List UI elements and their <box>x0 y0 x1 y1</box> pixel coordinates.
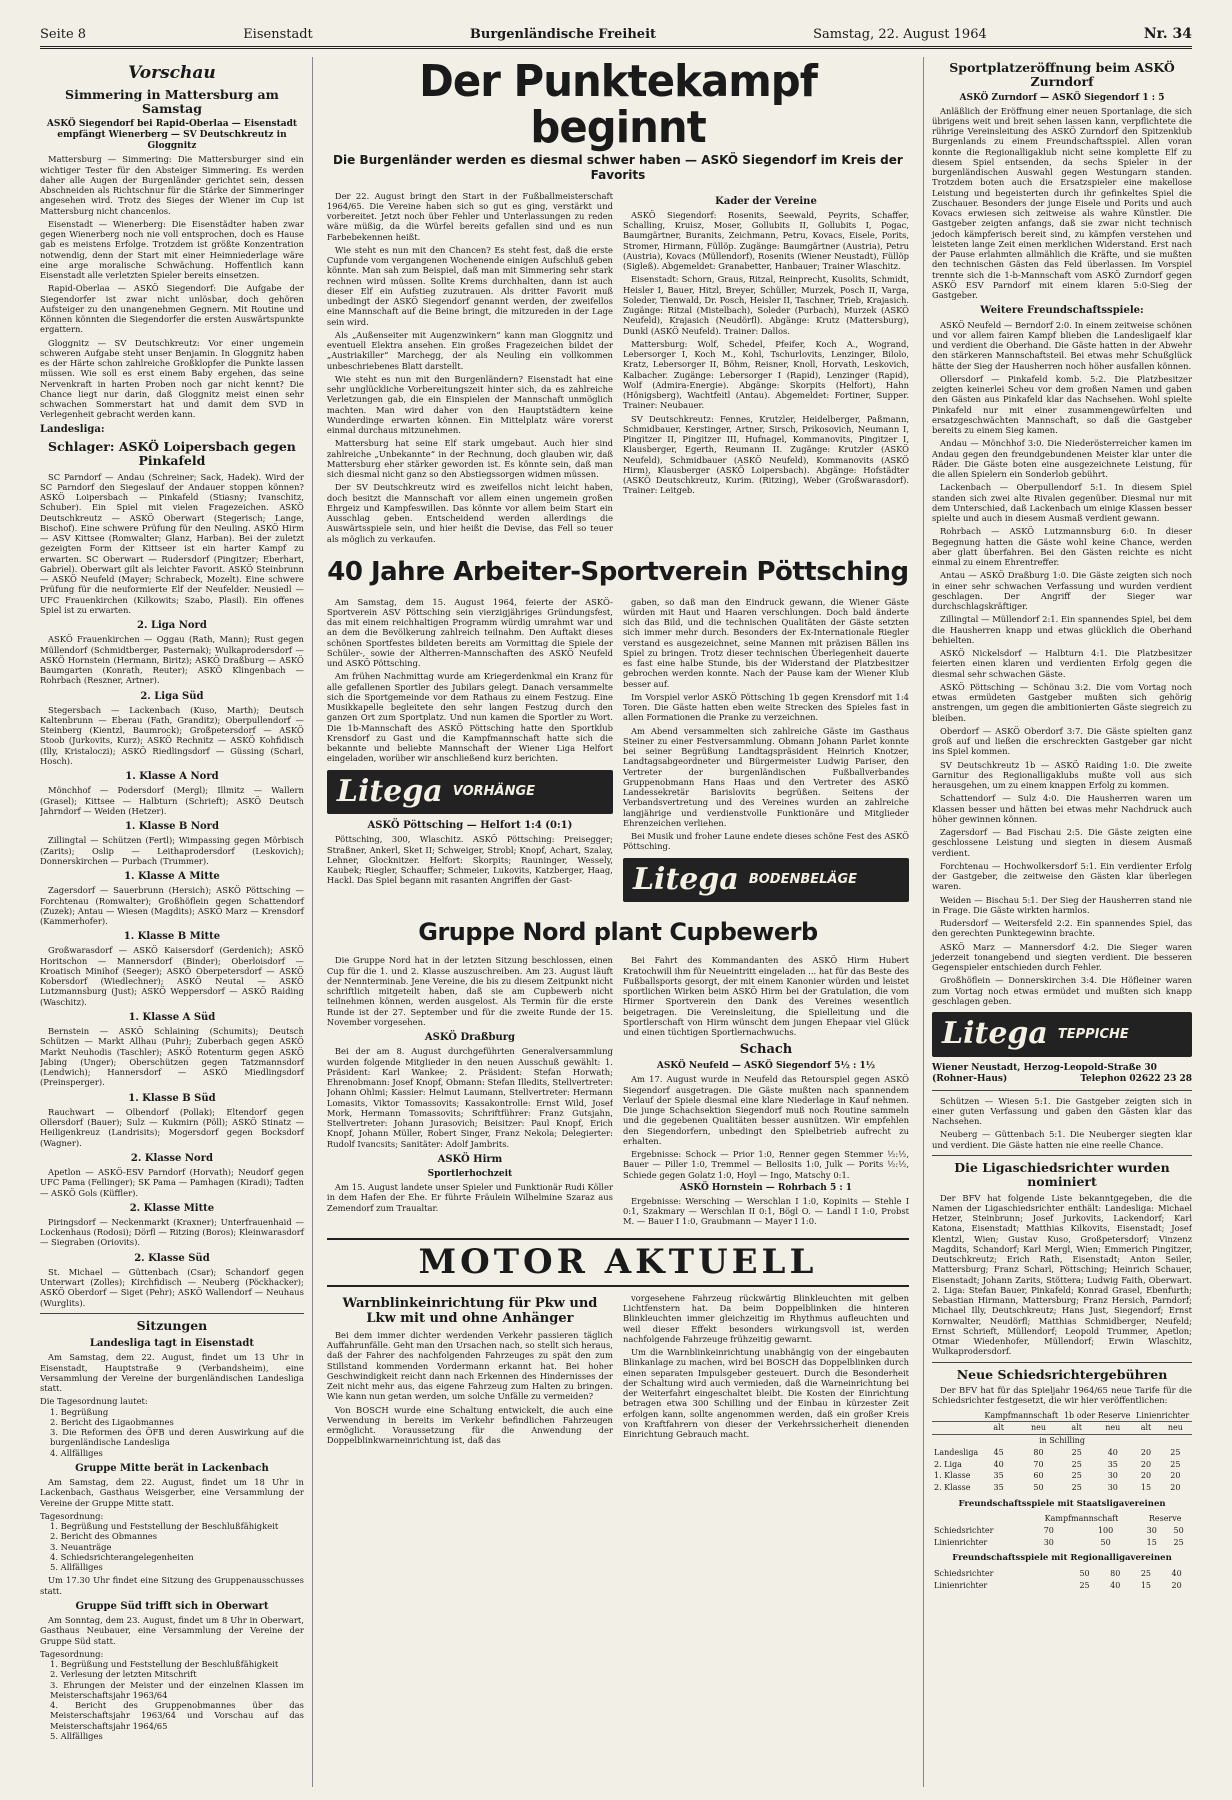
friendly-result: Weiden — Bischau 5:1. Der Sieg der Hausherren stand nie in Frage. Die Gäste wirkten harmlos. <box>932 894 1192 915</box>
issue-number: Nr. 34 <box>1143 26 1192 42</box>
agenda-list <box>40 1407 304 1458</box>
preview-paragraph: Mattersburg — Simmering: Die Mattersburger sind ein wichtiger Tester für den Absteiger Simmering. Es werden daher alle Augen der Burgenländer gerichtet sein, dessen Abschneiden als Richtschnur für die Stärke der Simmeringer angesehen wird. Trotz des Sieges der Wiener im Cup ist Mattersburg nicht chancenlos. <box>40 154 304 216</box>
article-paragraph: Der 22. August bringt den Start in der Fußballmeisterschaft 1964/65. Die Vereine haben sich so gut es ging, verstärkt und vorbereitet. Jetzt noch über Fehler und Unterlassungen zu reden wäre müßig, da die Würfel bereits gefallen sind und es nun Farbebekennen heißt. <box>326 190 613 242</box>
fee-cell: 15 <box>1140 1580 1152 1590</box>
friendlies-list-2 <box>932 1096 1192 1150</box>
friendly-result: Andau — Mönchhof 3:0. Die Niederösterreicher kamen im Andau gegen den freundgebundenen Meister klar unter die Räder. Die Gäste boten eine ausgezeichnete Leistung, für die allen Spielern ein Sonderlob gebührt. <box>932 438 1192 480</box>
friendly-result: Schattendorf — Sulz 4:0. Die Hausherren waren um Klassen besser und hätten bei etwas mehr Nachdruck auch höher gewinnen können. <box>932 793 1192 824</box>
masthead <box>40 26 1192 49</box>
fee-cell: 2. Liga <box>934 1459 962 1469</box>
middle-column <box>327 57 909 1787</box>
fee-row <box>932 1568 1192 1580</box>
friendly-result: Ollersdorf — Pinkafeld komb. 5:2. Die Platzbesitzer zeigten keinerlei Scheu vor dem großen Namen und gaben den Gästen aus Pinkafeld klar das Nachsehen. Wohl spielte Pinkafeld nur mit einer zusammengewürfelten und ersatzgeschwächten Mannschaft, so daß die Gastgeber bereits zu einem Sieg kamen. <box>932 373 1192 436</box>
drassburg-text: Bei der am 8. August durchgeführten Generalversammlung wurden folgende Mitglieder in den neuen Ausschuß gewählt: 1. Präsident: Karl Wankee; 2. Präsident: Stefan Horwath; Ehrenobmann: Josef Knopf, Obmann: Stefan Illedits, Stellvertreter: Johann Ohlmi; Kassier: Helmut Laumann, Stellvertreter: Hermann Lomasits, Viktor Tomassovits; Kassakontrolle: Ernst Wild, Josef Mork, Hermann Tomassovits; Schriftführer: Franz Gutsjahn, Stellvertreter: Johann Jurasovich; Beisitzer: Paul Knopf, Erich Knopf, Johann Müller, Robert Singer, Franz Nekola; Delegierter: Rudolf Ivancsits; Sanitäter: Adolf Jambrits. <box>326 1046 613 1149</box>
kader-box <box>623 191 909 547</box>
cup-article <box>327 955 909 1229</box>
meeting-intro: Am Samstag, dem 22. August, findet um 13 Uhr in Eisenstadt, Hauptstraße 9 (Verbandsheim), eine Versammlung der Vereine der burgenländischen Landesliga statt. <box>40 1352 304 1394</box>
friendly-result: Rohrbach — ASKÖ Lutzmannsburg 6:0. In dieser Begegnung hatten die Gäste wohl keine Chance, werden aber glatt überfahren. Bei den Gästen reichte es nicht einmal zu einem Ehrentreffer. <box>932 526 1192 568</box>
fee-header: Kampfmannschaft <box>981 1410 1061 1422</box>
fee-cell: 25 <box>1170 1459 1181 1469</box>
fee-cell: 50 <box>1173 1525 1184 1535</box>
page-number: Seite 8 <box>40 27 87 42</box>
poettsching-headline: 40 Jahre Arbeiter-Sportverein Pöttsching <box>327 556 909 587</box>
fee-cell: 25 <box>1071 1447 1082 1457</box>
fee-cell: 25 <box>1071 1483 1082 1493</box>
friendly-result: SV Deutschkreutz 1b — ASKÖ Raiding 1:0. Die zweite Garnitur des Regionalligaklubs mußte voll aus sich herausgehen, um zu einem knappen Erfolg zu kommen. <box>932 759 1192 791</box>
league-name: 1. Klasse A Nord <box>125 771 219 783</box>
motor-article <box>327 1293 909 1449</box>
agenda-item: 5. Allfälliges <box>50 1562 103 1573</box>
ad-product: BODENBELÄGE <box>748 871 858 887</box>
fee-cell: 50 <box>1100 1537 1111 1547</box>
meeting-intro: Am Samstag, dem 22. August, findet um 18 Uhr in Lackenbach, Gasthaus Weisgerber, eine Versammlung der Vereine der Gruppe Mitte statt. <box>40 1477 304 1508</box>
friendly-result: Rudersdorf — Weitersfeld 2:2. Ein spannendes Spiel, das den gerechten Punktegewinn brachte. <box>932 918 1192 939</box>
article-paragraph: Im Vorspiel verlor ASKÖ Pöttsching 1b gegen Krensdorf mit 1:4 Toren. Die Gäste hatten eben weite Strecken des Spieles fast in allen Formationen die Pranke zu verzeichnen. <box>622 691 909 723</box>
agenda-item: 5. Allfälliges <box>50 1730 103 1741</box>
preview-body <box>40 154 304 419</box>
fee-cell: 80 <box>1110 1568 1121 1578</box>
league-fixtures-text: Zillingtal — Schützen (Fertl); Wimpassing gegen Mörbisch (Zarits); Oslip — Leithaprodersdorf (Leskovich); Donnerskirchen — Purbach (Trummer). <box>40 835 304 866</box>
meetings-title: Sitzungen <box>136 1317 208 1333</box>
main-article <box>327 191 909 547</box>
poettsching-result: ASKÖ Pöttsching — Helfort 1:4 (0:1) <box>367 820 573 832</box>
fees-table <box>932 1410 1192 1494</box>
fee-cell: Schiedsrichter <box>934 1568 994 1578</box>
preview-paragraph: Rapid-Oberlaa — ASKÖ Siegendorf: Die Aufgabe der Siegendorfer ist zwar nicht unlösbar, doch gehören Aufsteiger zu den unangenehmen Gegnern. Mit Routine und Können könnten die Siegendorfer die ersten Auswärtspunkte ergattern. <box>40 283 304 335</box>
issue-date: Samstag, 22. August 1964 <box>813 27 987 42</box>
litega-ad-floors <box>623 858 909 903</box>
fee-cell: 20 <box>1140 1447 1152 1457</box>
fee-cell: Linienrichter <box>934 1537 988 1547</box>
fee-cell: 45 <box>993 1447 1004 1457</box>
agenda-label: Tagesordnung: <box>40 1648 104 1659</box>
fee-cell: 2. Klasse <box>934 1483 971 1493</box>
cup-text: Die Gruppe Nord hat in der letzten Sitzung beschlossen, einen Cup für die 1. und 2. Klasse auszuschreiben. Am 23. August läuft der Nennterminab. Jene Vereine, die bis zu diesem Zeitpunkt nicht schriftlich mitgeteilt haben, daß sie am Cupbewerb nicht teilnehmen können, werden ausgelost. Als Termin für die erste Runde ist der 27. September und für die zweite Runde der 15. November vorgesehen. <box>326 955 613 1027</box>
fee-cell: 40 <box>1110 1580 1121 1590</box>
fee-subheader: alt <box>981 1422 1016 1435</box>
agenda-item: 4. Allfälliges <box>50 1447 103 1458</box>
agenda-item: 4. Schiedsrichterangelegenheiten <box>50 1551 194 1562</box>
fee-cell: 20 <box>1171 1580 1182 1590</box>
chess-match-1: ASKÖ Neufeld — ASKÖ Siegendorf 5½ : 1½ <box>656 1061 876 1072</box>
agenda-item: 2. Bericht des Obmannes <box>50 1531 158 1542</box>
motor-headline: MOTOR AKTUELL <box>327 1238 909 1287</box>
fee-row <box>932 1580 1192 1592</box>
litega-logo: Litega <box>632 861 739 897</box>
fee-header: Reserve <box>1148 1514 1182 1524</box>
fee-cell: 20 <box>1170 1471 1181 1481</box>
friendly-result: ASKÖ Neufeld — Berndorf 2:0. In einem zeitweise schönen und vor allem fairen Kampf blieben die Landesligaelf klar und verdient die Oberhand. Die Gäste hatten in der Abwehr den stärkeren Mannschaftsteil. Bei etwas mehr Schußglück hätte der Sieg der Hausherren noch höher ausfallen können. <box>932 319 1192 371</box>
left-column <box>40 57 313 1787</box>
kader-list <box>623 210 909 496</box>
article-paragraph: Bei dem immer dichter werdenden Verkehr passieren täglich Auffahrunfälle. Geht man den Ursachen nach, so stellt sich heraus, daß der Fahrer des nachfolgenden Fahrzeuges zu spät den zum Stillstand kommenden Vordermann erkannt hat. Bei hoher Geschwindigkeit reicht dann nach Erkennen des Hindernisses der Zeit nicht mehr aus, das eigene Fahrzeug zum Halten zu bringen. Wie kann nun getan werden, um solche Unfälle zu vermeiden? <box>326 1329 613 1402</box>
fee-cell: 50 <box>1033 1483 1044 1493</box>
fee-header: 1b oder Reserve <box>1061 1410 1133 1422</box>
referees-title: Die Ligaschiedsrichter wurden nominiert <box>954 1159 1170 1190</box>
cup-headline: Gruppe Nord plant Cupbewerb <box>418 918 818 947</box>
motor-body-right <box>623 1293 909 1449</box>
chess-text-1: Am 17. August wurde in Neufeld das Retourspiel gegen ASKÖ Siegendorf ausgetragen. Die Gäste mußten nach spannendem Verlauf der Spiele diesmal eine klare Niederlage in Kauf nehmen. Die junge Schachsektion Siegendorf muß noch Routine sammeln und die gegebenen Qualitäten besser ausnützen. Wir empfehlen den Siegendorfern, unbedingt den Spielbetrieb aufrecht zu erhalten. <box>622 1074 909 1146</box>
fee-cell: 40 <box>1107 1447 1118 1457</box>
article-paragraph: gaben, so daß man den Eindruck gewann, die Wiener Gäste würden mit Haut und Haaren verschlungen. Doch bald änderte sich das Bild, und die technischen Qualitäten der Gäste setzten sich immer mehr durch. Besonders der Ex-Internationale Riegler verstand es ausgezeichnet, seine Mannen mit präzisen Bällen ins Spiel zu bringen. Trotz dieser technischen Überlegenheit dauerte es fast eine halbe Stunde, bis der Widerstand der Platzbesitzer gebrochen werden konnte. Nach der Pause kam der Wiener Klub besser auf. <box>622 596 909 689</box>
fee-cell: 25 <box>1170 1447 1181 1457</box>
hirm-title: ASKÖ Hirm <box>437 1153 503 1165</box>
kader-entry: Eisenstadt: Schorn, Graus, Ritzal, Reinprecht, Kusolits, Schmidt, Heisler I, Bauer, Hitzl, Breyer, Schüller, Murzek, Posch II, Varga, Soleder, Tienwald, Dr. Posch, Heisler II, Taschner, Trieb, Krajasich. Zugänge: Ritzal (Mistelbach), Soleder (Purbach), Murzek (ASKÖ Neufeld), Krajasich (Neudörfl). Abgänge: Krutz (Mattersburg), Dunkl (ASKÖ Neufeld). Trainer: Dallos. <box>622 274 909 336</box>
article-paragraph: Bei Musik und froher Laune endete dieses schöne Fest des ASKÖ Pöttsching. <box>622 831 909 852</box>
league-name: 1. Klasse B Süd <box>128 1092 216 1104</box>
preview-paragraph: Eisenstadt — Wienerberg: Die Eisenstädter haben zwar gegen Wienerberg noch nie voll entsprochen, doch es Hause gab es meistens Erfolge. Trotzdem ist größte Konzentration notwendig, denn der Start mit einer Heimniederlage wäre eine arge moralische Schwächung. Hoffentlich kann Eisenstadt alle verletzten Spieler bereits einsetzen. <box>40 218 304 281</box>
landesliga-label: Landesliga: <box>40 423 105 435</box>
friendly-result: ASKÖ Marz — Mannersdorf 4:2. Die Sieger waren jederzeit tonangebend und siegten verdient. Die besseren Gegenspieler entschieden durch Fehler. <box>932 941 1192 973</box>
kader-entry: SV Deutschkreutz: Fennes, Krutzler, Heidelberger, Paßmann, Schmidbauer, Kerstinger, Artner, Sirsch, Prikosovich, Neumann I, Pingitzer II, Pingitzer III, Hufnagel, Kommanovits, Pingitzer I, Klausberger, Egerth, Reumann II. Zugänge: Krutzler (ASKÖ Neufeld), Schmidbauer (ASKÖ Neufeld), Kommanovits (ASKÖ Hirm), Klausberger (ASKÖ Loipersbach). Abgänge: Hofstädter (ASKÖ Deutschkreutz, Kurim. (Ritzing), Weber (Großwarasdorf). Trainer: Leitgeb. <box>622 413 909 496</box>
fee-row <box>932 1525 1192 1537</box>
drassburg-title: ASKÖ Draßburg <box>424 1032 515 1044</box>
fee-cell: 25 <box>1071 1459 1082 1469</box>
agenda-label: Die Tagesordnung lautet: <box>40 1396 148 1407</box>
hirm-text: Am 15. August landete unser Spieler und Funktionär Rudi Köller in dem Hafen der Ehe. Er führte Fräulein Wilhelmine Szaraz aus Zemendorf zum Traualtar. <box>326 1182 613 1213</box>
fee-cell: 20 <box>1140 1459 1152 1469</box>
fee-cell: 100 <box>1097 1525 1114 1535</box>
motor-body-left <box>327 1330 613 1446</box>
fee-header <box>932 1410 981 1422</box>
league-name: 1. Klasse B Mitte <box>123 931 221 943</box>
fee-cell: Schiedsrichter <box>934 1525 994 1535</box>
meeting-intro: Am Sonntag, dem 23. August, findet um 8 Uhr in Oberwart, Gasthaus Neubauer, eine Versammlung der Vereine der Gruppe Süd statt. <box>40 1615 304 1646</box>
article-paragraph: Wie steht es nun mit den Burgenländern? Eisenstadt hat eine sehr unglückliche Vorbereitungszeit hinter sich, da es zahlreiche Verletzungen gab, die ein Einspielen der Mannschaft unmöglich machten. Man wird daher von den Hauptstädtern keine Wunderdinge erwarten können. Ein Mittelplatz wäre vorerst einmal durchaus mitzunehmen. <box>326 373 613 436</box>
friendly-result: ASKÖ Pöttsching — Schönau 3:2. Die vom Vortag noch etwas ermüdeten Gastgeber mußten sich gehörig anstrengen, um gegen die ambitionierten Gäste siegreich zu bleiben. <box>932 681 1192 723</box>
league-name: 2. Liga Süd <box>140 690 204 702</box>
fee-subheader: neu <box>1016 1422 1061 1435</box>
friendly-result: ASKÖ Nickelsdorf — Halbturn 4:1. Die Platzbesitzer feierten einen klaren und verdienten Erfolg gegen die diesmal sehr schwachen Gäste. <box>932 648 1192 679</box>
fee-header: Kampfmannschaft <box>1044 1514 1119 1524</box>
kader-title: Kader der Vereine <box>715 195 817 207</box>
preview-kicker: Vorschau <box>128 63 216 83</box>
agenda-item: 4. Bericht des Gruppenobmannes über das Meisterschaftsjahr 1963/64 und Vorschau auf das Meisterschaftsjahr 1964/65 <box>50 1700 304 1731</box>
article-paragraph: Von BOSCH wurde eine Schaltung entwickelt, die auch eine Verwendung in bereits im Verkehr befindlichen Fahrzeugen ermöglicht. Voraussetzung für die Anwendung der Doppelblinkwarneinrichtung ist, daß das <box>326 1404 613 1446</box>
fee-cell: 50 <box>1079 1568 1090 1578</box>
agenda-label: Tagesordnung: <box>40 1510 104 1521</box>
meetings-list <box>40 1338 304 1741</box>
league-fixtures-text: Mönchhof — Podersdorf (Mergl); Illmitz — Wallern (Grasel); Kittsee — Halbturn (Schrieft); ASKÖ Deutsch Jahrndorf — Weiden (Hetzer). <box>40 785 304 816</box>
preview-title: Simmering in Mattersburg am Samstag <box>65 86 279 117</box>
agenda-list <box>40 1521 304 1572</box>
league-name: 2. Liga Nord <box>137 620 207 632</box>
main-deck: Die Burgenländer werden es diesmal schwer haben — ASKÖ Siegendorf im Kreis der Favorits <box>333 153 903 182</box>
litega-ad-curtains <box>327 770 613 815</box>
sportplatz-title: Sportplatzeröffnung beim ASKÖ Zurndorf <box>949 60 1175 90</box>
fees-table-2-title: Freundschaftsspiele mit Staatsligavereinen <box>958 1498 1166 1509</box>
sportplatz-text: Anläßlich der Eröffnung einer neuen Sportanlage, die sich übrigens weit und breit sehen lassen kann, verpflichtete die rührige Vereinsleitung des ASKÖ Zurndorf den Spitzenklub Burgenlands zu einem Freundschaftsspiel. Allen voran konnte die Regionalligaklub nicht seine komplette Elf zu diesem Spiel entsenden, da sechs Spieler in der burgenländischen Auswahl gegen Westungarn standen. Trotzdem boten auch die Ersatzspieler eine makellose Leistung und begeisterten durch ihr gefinkeltes Spiel die Zuschauer. Besonders der junge Eisele und Porits und auch Kovacs erwiesen sich zeitweise als wahre Künstler. Die Gastgeber zeigten anfangs, daß sie zwar nicht technisch jedoch kämpferisch bereit sind, zu kämpfen verstehen und leisteten lange Zeit einen merklichen Widerstand. Erst nach der Pause erlahmten allmählich die Kräfte, und sie mußten den technischen Gästen das Feld überlassen. Im Vorspiel trennte sich die 1-b-Mannschaft vom ASKÖ Zurndorf gegen ASKÖ ESV Parndorf mit einem klaren 5:0-Sieg der Gastgeber. <box>932 105 1192 301</box>
friendly-result: Antau — ASKÖ Draßburg 1:0. Die Gäste zeigten sich noch in einer sehr schwachen Verfassung und wurden verdient geschlagen. Der Angriff der Sieger war durchschlagskräftiger. <box>932 570 1192 612</box>
agenda-item: 3. Die Reformen des ÖFB und deren Auswirkung auf die burgenländische Landesliga <box>50 1427 304 1448</box>
fee-subheader: neu <box>1159 1422 1192 1435</box>
fee-cell: 35 <box>1107 1459 1118 1469</box>
friendly-result: Großhöflein — Donnerskirchen 3:4. Die Höfleiner waren zum Vortag noch etwas ermüdet und mußten sich knapp geschlagen geben. <box>932 975 1192 1006</box>
league-fixtures-text: Großwarasdorf — ASKÖ Kaisersdorf (Gerdenich); ASKÖ Horitschon — Mannersdorf (Binder); Oberloisdorf — Kroatisch Minihof (Seeger); ASKÖ Oberpetersdorf — ASKÖ Kobersdorf (Wiedlechner); ASKÖ Neutal — ASKÖ Lutzmannsburg (Just); ASKÖ Weppersdorf — ASKÖ Raiding (Waschitz). <box>40 945 304 1007</box>
fee-row <box>932 1470 1192 1482</box>
agenda-item: 1. Begrüßung und Feststellung der Beschlußfähigkeit <box>50 1659 279 1670</box>
poettsching-article <box>327 597 909 909</box>
fee-cell: 35 <box>993 1483 1004 1493</box>
fee-cell: 30 <box>1107 1471 1118 1481</box>
fee-row <box>932 1459 1192 1471</box>
fee-cell: 60 <box>1033 1471 1044 1481</box>
fee-subheader: alt <box>1133 1422 1158 1435</box>
chess-results-1: Ergebnisse: Schock — Prior 1:0, Renner gegen Stemmer ½:½, Bauer — Piller 1:0, Tremmel — Bellosits 1:0, Julk — Porits ½:½, Schiede gegen Golatz 1:0, Hoyl — Ingo, Matschy 0:1. <box>622 1149 909 1180</box>
agenda-item: 1. Begrüßung und Feststellung der Beschlußfähigkeit <box>50 1521 279 1532</box>
referees-text: Der BFV hat folgende Liste bekanntgegeben, die die Namen der Ligaschiedsrichter enthält: Landesliga: Michael Hetzer, Steinbrunn; Josef Jurkovits, Lackendorf; Karl Katona, Eisenstadt; Matthias Kilkovits, Eisenstadt; Josef Klentzl, Wien; Gustav Kuso, Großpetersdorf; Vinzenz Magdits, Schandorf; Karl Mergl, Wien; Emmerich Pingitzer, Deutschkreutz; Erich Rath, Eisenstadt; Anton Seiler, Mattersburg; Franz Scharl, Pöttsching; Heinrich Schauer, Eisenstadt; Johann Zarits, Stöttera; Ludwig Faith, Oberwart. 2. Liga: Stefan Bauer, Pinkafeld; Konrad Grasel, Ebenfurth; Sebastian Hirmann, Mattersburg; Franz Hersich, Parndorf; Michael Illy, Deutschkreutz; Hans Just, Siegendorf; Ernst Kornwalter, Neudörfl; Matthias Schmidberger, Neufeld; Ernst Schrieft, Müllendorf; Leopold Trummer, Apetlon; Otmar Wiedenhofer, Müllendorf; Erwin Wlaschitz, Wulkaprodersdorf. <box>932 1192 1192 1357</box>
article-paragraph: Am Abend versammelten sich zahlreiche Gäste im Gasthaus Steiner zu einer Festversammlung. Obmann Johann Parlet konnte bei seiner Begrüßung Landtagspräsident Heinrich Knotzer, Landtagsabgeordneter und Bürgermeister Ludwig Pariser, den Vertreter der burgenländischen Fußballverbandes Gruppenobmann Hans Haas und den Vertreter des ASKÖ Landessekretär Barislovits begrüßen. Seitens der Verbandsvertretung und des Vereines wurden an zahlreiche langjährige und verdienstvolle Funktionäre und Mitglieder Ehrenzeichen verliehen. <box>622 725 909 828</box>
fee-cell: Landesliga <box>934 1447 979 1457</box>
fee-header-row <box>932 1513 1192 1525</box>
meeting-title: Landesliga tagt in Eisenstadt <box>89 1338 254 1350</box>
article-paragraph: Am Samstag, dem 15. August 1964, feierte der ASKÖ-Sportverein ASV Pöttsching sein vierzigjähriges Gründungsfest, das mit einem reichhaltigen Programm würdig umrahmt war und an dem die Bevölkerung zahlreich teilnahm. Den Auftakt dieses schönen Sportfestes bildeten bereits am Vormittag die Spiele der Schüler-, sowie der Altherren-Mannschaften des ASKÖ Neufeld und ASKÖ Pöttsching. <box>326 596 613 669</box>
meeting-title: Gruppe Süd trifft sich in Oberwart <box>75 1600 269 1612</box>
fee-cell: 80 <box>1033 1447 1044 1457</box>
league-fixtures <box>40 620 304 1308</box>
friendlies-list <box>932 320 1192 1007</box>
ad-contact: (Rohner-Haus) Telephon 02622 23 28 <box>932 1073 1192 1084</box>
league-fixtures-text: Bernstein — ASKÖ Schlaining (Schumits); Deutsch Schützen — Markt Allhau (Puhr); Zuberbach gegen ASKÖ Markt Neuhodis (Taschler); ASKÖ Rotenturm gegen ASKÖ Jabing (Unger); Oberschützen gegen Tatzmannsdorf (Lendwich); Hannersdorf — ASKÖ Miedlingsdorf (Preinsperger). <box>40 1026 304 1088</box>
friendly-result: Neuberg — Güttenbach 5:1. Die Neuberger siegten klar und verdient. Die Gäste hatten nie eine reelle Chance. <box>932 1129 1192 1150</box>
fee-cell: 30 <box>1146 1525 1157 1535</box>
fee-row <box>932 1447 1192 1459</box>
fee-cell: Linienrichter <box>934 1580 988 1590</box>
fee-row <box>932 1537 1192 1549</box>
article-paragraph: Der SV Deutschkreutz wird es zweifellos nicht leicht haben, doch besitzt die Mannschaft vor allem einen ungemein großen Ehrgeiz und Kampfeswillen. Das könnte vor allem beim Start ein Ausschlag geben. Entscheidend werden allerdings die Auswärtsspiele sein, und hier heißt die Devise, das Fell so teuer als möglich zu verkaufen. <box>326 482 613 544</box>
fee-cell: 15 <box>1140 1483 1152 1493</box>
article-paragraph: Um die Warnblinkeinrichtung unabhängig von der eingebauten Blinkanlage zu machen, wird bei BOSCH das Doppelblinken durch einen separaten Impulsgeber gesteuert. Durch die Besonderheit der Schaltung wird auch vermieden, daß die Warneinrichtung bei der Weiterfahrt eingeschaltet bleibt. Die Kosten der Einrichtung betragen etwa 300 Schilling und der Einbau in kürzester Zeit erfolgen kann, sollte angenommen werden, daß ein großer Kreis von Kraftfahrern von dieser der Verkehrssicherheit dienenden Einrichtung Gebrauch macht. <box>622 1347 909 1440</box>
friendly-result: Forchtenau — Hochwolkersdorf 5:1. Ein verdienter Erfolg der Gastgeber, die zeitweise den Gästen klar überlegen waren. <box>932 860 1192 892</box>
agenda-item: 3. Neuanträge <box>50 1541 112 1552</box>
fee-cell: 20 <box>1170 1483 1181 1493</box>
fee-unit-row <box>932 1435 1192 1447</box>
fee-cell: 20 <box>1140 1471 1152 1481</box>
friendly-result: Oberdorf — ASKÖ Oberdorf 3:7. Die Gäste spielten ganz groß auf und ließen die erschreckten Gastgeber gar nicht ins Spiel kommen. <box>932 725 1192 757</box>
litega-logo: Litega <box>336 773 443 809</box>
league-fixtures-text: Stegersbach — Lackenbach (Kuso, Marth); Deutsch Kaltenbrunn — Eberau (Fath, Granditz); Oberpullendorf — Steinberg (Kientzl, Baumrock); Großpetersdorf — ASKÖ Stoob (Jurkovits, Kurz); ASKÖ Rechnitz — ASKÖ Kohfidisch (Illy, Kristaloczi); ASKÖ Riedlingsdorf — Güssing (Scharl, Hosch). <box>40 704 304 766</box>
poettsching-body-right <box>623 597 909 852</box>
fee-cell: 30 <box>1043 1537 1054 1547</box>
fees-text: Der BFV hat für das Spieljahr 1964/65 neue Tarife für die Schiedsrichter festgesetzt, die wir hier veröffentlichen: <box>932 1385 1192 1406</box>
league-fixtures-text: ASKÖ Frauenkirchen — Oggau (Rath, Mann); Rust gegen Müllendorf (Schmidtberger, Pasternak); Wulkaprodersdorf — ASKÖ Hornstein (Hermann, Biritz); ASKÖ Draßburg — ASKÖ Baumgarten (Konrath, Reuter); ASKÖ Klingenbach — Rohrbach (Reszner, Artner). <box>40 634 304 686</box>
agenda-item: 3. Ehrungen der Meister und der einzelnen Klassen im Meisterschaftsjahr 1963/64 <box>50 1679 304 1700</box>
league-fixtures-text: Apetlon — ASKÖ-ESV Parndorf (Horvath); Neudorf gegen UFC Pama (Fellinger); SK Pama — Pamhagen (Kiradi); Tadten — ASKÖ Gols (Küffler). <box>40 1167 304 1198</box>
league-fixtures-text: Zagersdorf — Sauerbrunn (Hersich); ASKÖ Pöttsching — Forchtenau (Romwalter); Großhöflein gegen Schattendorf (Zuzek); Antau — Wiesen (Magdits); ASKÖ Marz — Krensdorf (Kammerhofer). <box>40 885 304 927</box>
poettsching-result-text: Pöttsching, 300, Wlaschitz. ASKÖ Pöttsching: Preisegger; Straßner, Ankerl, Sket II; Schweiger, Strobl; Knopf, Achart, Szalay, Lehner, Glocknitzer. Helfort: Skorpits; Rauninger, Wessely, Kaubek; Riegler, Schauffer; Schmeier, Lukovits, Katzberger, Haag, Hackl. Das Spiel begann mit rasanten Angriffen der Gast- <box>326 834 613 886</box>
fees-table-2 <box>932 1513 1192 1548</box>
league-fixtures-text: St. Michael — Güttenbach (Csar); Schandorf gegen Unterwart (Zolles); Kirchfidisch — Neuberg (Pöckhacker); ASKÖ Oberdorf — Siget (Pehr); ASKÖ Wallendorf — Neuhaus (Wurglits). <box>40 1266 304 1308</box>
fee-unit: in Schilling <box>1039 1436 1085 1446</box>
agenda-item: 2. Verlesung der letzten Mitschrift <box>50 1669 197 1680</box>
schlager-text: SC Parndorf — Andau (Schreiner; Sack, Hadek). Wird der SC Parndorf den Siegeslauf der Andauer stoppen können? ASKÖ Loipersbach — Pinkafeld (Stiasny; Ivanschitz, Schuber). Ein Spiel mit vielen Fragezeichen. ASKÖ Deutschkreutz — ASKÖ Oberwart (Stegerisch; Lange, Bischof). Eine schwere Prüfung für den Neuling. ASKÖ Hirm — ASV Kittsee (Romwalter; Glanz, Harban). Bei der zuletzt gezeigten Form der Kittseer ist ein harter Kampf zu erwarten. SC Oberwart — Rudersdorf (Pingitzer; Eberhart, Gabriel). Oberwart gilt als leichter Favorit. ASKÖ Steinbrunn — ASKÖ Neufeld (Mayer; Schrabeck, Mozelt). Eine schwere Prüfung für die neuformierte Elf der Neufelder. Neusiedl — UFC Frauenkirchen (Kilkowits; Szabo, Plasil). Ein offenes Spiel ist zu erwarten. <box>40 471 304 615</box>
league-name: 2. Klasse Nord <box>130 1152 213 1164</box>
ad-product: VORHÄNGE <box>452 783 536 799</box>
section-name: Eisenstadt <box>243 27 313 42</box>
league-fixtures-text: Piringsdorf — Neckenmarkt (Kraxner); Unterfrauenhaid — Lockenhaus (Rodosi); Dörfl — Ritzing (Boros); Kleinwarasdorf — Siegraben (Oriovits). <box>40 1216 304 1248</box>
main-headline: Der Punktekampf beginnt <box>418 57 817 154</box>
league-name: 2. Klasse Süd <box>134 1252 210 1264</box>
paper-name: Burgenländische Freiheit <box>469 27 657 42</box>
right-column <box>923 57 1192 1787</box>
fee-subheader <box>932 1422 981 1435</box>
hirm-subtitle: Sportlerhochzeit <box>427 1169 513 1180</box>
kader-entry: ASKÖ Siegendorf: Rosenits, Seewald, Peyrits, Schaffer, Schalling, Kruisz, Moser, Gollubits II, Gollubits I, Pogac, Baumgärtner, Buranits, Zeichmann, Petru, Kovacs, Eisele, Porits, Stromer, Hirmann, Füllöp. Zugänge: Baumgärtner (Austria), Petru (Austria), Kovacs (Müllendorf), Rosenits (Wiener Neustadt), Füllöp (Sigleß). Abgemeldet: Granabetter, Hanbauer; Trainer Wlaschitz. <box>622 209 909 272</box>
friendly-result: Zillingtal — Müllendorf 2:1. Ein spannendes Spiel, bei dem die Hausherren knapp und etwas glücklich die Oberhand behielten. <box>932 614 1192 645</box>
fee-cell: 40 <box>1171 1568 1182 1578</box>
fees-table-3 <box>932 1568 1192 1592</box>
friendly-result: Zagersdorf — Bad Fischau 2:5. Die Gäste zeigten eine geschlossene Leistung und siegten in diesem Ausmaß verdient. <box>932 827 1192 858</box>
article-paragraph: Als „Außenseiter mit Augenzwinkern“ kann man Gloggnitz und eventuell Elektra ansehen. Ein großes Fragezeichen bildet der „Austriakiller“ Marchegg, der als Neuling ein vollkommen unbeschriebenes Blatt darstellt. <box>326 329 613 371</box>
fee-subheader: neu <box>1092 1422 1133 1435</box>
article-paragraph: Wie steht es nun mit den Chancen? Es steht fest, daß die erste Cupfunde vom vergangenen Wochenende einigen Aufschluß geben könnte. Man sah zum Beispiel, daß man mit Simmering sehr stark rechnen wird müssen. Sollte Krems durchhalten, dann ist auch dieser Elf ein Aufstieg zuzutrauen. Als dritter Favorit muß unbedingt der ASKÖ Siegendorf genannt werden, der zweifellos eine Mannschaft auf die Beine bringt, die mitzureden in der Lage sein wird. <box>326 244 613 327</box>
article-paragraph: Am frühen Nachmittag wurde am Kriegerdenkmal ein Kranz für alle gefallenen Sportler des Jubilars gelegt. Danach versammelte sich die Sportgemeinde vor dem Rathaus zu einem Festzug. Eine Musikkapelle begleitete den sehr langen Festzug durch den ganzen Ort zum Sportplatz. Und nun kamen die Sportler zu Wort. Die 1b-Mannschaft des ASKÖ Pöttsching hatte den Sportklub Krensdorf zu Gast und die Kampfmannschaft hatte sich die bekannte und beliebte Mannschaft der Wiener Liga Helfort eingeladen, worüber wir anschließend kurz berichten. <box>326 671 613 764</box>
ad-address: Wiener Neustadt, Herzog-Leopold-Straße 30 <box>932 1062 1157 1073</box>
league-name: 1. Klasse A Süd <box>128 1011 216 1023</box>
schlager-title: Schlager: ASKÖ Loipersbach gegen Pinkafeld <box>48 438 296 469</box>
agenda-list <box>40 1659 304 1741</box>
friendly-result: Lackenbach — Oberpullendorf 5:1. In diesem Spiel standen sich zwei alte Rivalen gegenüber. Diesmal nur mit dem Unterschied, daß Lackenbach um einige Klassen besser spielte und auch in diesem Ausmaß verdient gewann. <box>932 482 1192 524</box>
meeting-note: Um 17.30 Uhr findet eine Sitzung des Gruppenausschusses statt. <box>40 1575 304 1596</box>
article-paragraph: Mattersburg hat seine Elf stark umgebaut. Auch hier sind zahlreiche „Unbekannte“ in der Rechnung, doch glauben wir, daß Mattersburg eher stärker geworden ist. Es könnte sein, daß man sich diesmal nicht ganz so den Abstiegssorgen widmen müssen. <box>326 438 613 480</box>
league-fixtures-text: Rauchwart — Olbendorf (Pollak); Eltendorf gegen Ollersdorf (Bauer); Sulz — Kukmirn (Pöll); ASKÖ Stinatz — Heiligenkreuz (Landrisits); Mogersdorf gegen Bocksdorf (Wagner). <box>40 1106 304 1148</box>
fee-row <box>932 1482 1192 1494</box>
league-name: 2. Klasse Mitte <box>129 1202 215 1214</box>
fee-cell: 40 <box>993 1459 1004 1469</box>
fee-cell: 70 <box>1043 1525 1054 1535</box>
agenda-item: 2. Bericht des Ligaobmannes <box>50 1416 174 1427</box>
fees-table-3-title: Freundschaftsspiele mit Regionalligavereinen <box>952 1553 1172 1564</box>
fee-cell: 1. Klasse <box>934 1471 971 1481</box>
fee-cell: 15 <box>1146 1537 1157 1547</box>
main-article-body <box>327 191 613 547</box>
fee-subheader: alt <box>1061 1422 1092 1435</box>
friendly-result: Schützen — Wiesen 5:1. Die Gastgeber zeigten sich in einer guten Verfassung und gaben den Gästen klar das Nachsehen. <box>932 1095 1192 1127</box>
litega-ad-carpets <box>932 1012 1192 1057</box>
meeting-title: Gruppe Mitte berät in Lackenbach <box>75 1462 269 1474</box>
preview-paragraph: Gloggnitz — SV Deutschkreutz: Vor einer ungemein schweren Aufgabe steht unser Benjamin. In Gloggnitz haben es der Härte schon zahlreiche Großklopfer die Punkte lassen müssen. Wie soll es erst einem Baby ergehen, das seine Nervenkraft in harten Proben noch gar nicht kennt? Die Chance liegt nur darin, daß Gloggnitz meist einen sehr schwachen Sommerstart hat und damit dem SVD in Verlegenheit gebracht werden kann. <box>40 337 304 420</box>
fee-cell: 25 <box>1071 1471 1082 1481</box>
ad-product: TEPPICHE <box>1057 1026 1129 1042</box>
litega-logo: Litega <box>942 1016 1048 1052</box>
fee-cell: 25 <box>1140 1568 1152 1578</box>
fees-title: Neue Schiedsrichtergebühren <box>956 1366 1168 1382</box>
kader-entry: Mattersburg: Wolf, Schedel, Pfeifer, Koch A., Wogrand, Lebersorger I, Koch M., Kohl, Tschurlovits, Lenzinger, Bilolo, Kratz, Lebersorger II, Böhm, Reisner, Knoll, Horvath, Leskovich, Kalbacher. Zugänge: Lebersorger I (Rapid), Lenzinger (Rapid), Wolf (Admira-Energie). Abgänge: Skorpits (Helfort), Hahn (Hönigsberg), Wachtfeitl (Antau). Abgemeldet: Fortiner, Supper. Trainer: Neubauer. <box>622 338 909 411</box>
cup-text-2: Bei Fahrt des Kommandanten des ASKÖ Hirm Hubert Kratochwill ihm für Neueintritt eingeladen ... hat für das Beste des Fußballsports gesorgt, der mit einem Kanonier würden und leistet sportlichen Wirken beim ASKÖ Hirm bei der Gratulation, die vom Hirmer Sportverein den Dank des Vereines wesentlich beigetragen. Die Vereinsleitung, die Spielleitung und die Sportlerschaft von Hirm wünscht dem jungen Ehepaar viel Glück und einen tüchtigen Sportlernachwuchs. <box>622 955 909 1038</box>
fee-cell: 35 <box>993 1471 1004 1481</box>
agenda-item: 1. Begrüßung <box>50 1406 109 1417</box>
fee-cell: 30 <box>1107 1483 1118 1493</box>
league-name: 1. Klasse B Nord <box>124 821 219 833</box>
article-paragraph: vorgesehene Fahrzeug rückwärtig Blinkleuchten mit gelben Lichtfenstern hat. Da beim Doppelblinken die hinteren Blinkleuchten immer gleichzeitig im Rhythmus aufleuchten und weil dieser Effekt besonders wirkungsvoll ist, werden nachfolgende Fahrzeuge frühzeitig gewarnt. <box>622 1292 909 1344</box>
fee-cell: 25 <box>1173 1537 1184 1547</box>
friendlies-title: Weitere Freundschaftsspiele: <box>980 305 1144 317</box>
motor-title: Warnblinkeinrichtung für Pkw und Lkw mit und ohne Anhänger <box>342 1295 598 1326</box>
fee-cell: 70 <box>1033 1459 1044 1469</box>
preview-subtitle: ASKÖ Siegendorf bei Rapid-Oberlaa — Eisenstadt empfängt Wienerberg — SV Deutschkreutz in Gloggnitz <box>46 119 298 152</box>
poettsching-body-left <box>327 597 613 764</box>
chess-title: Schach <box>739 1042 793 1058</box>
fee-header: Linienrichter <box>1133 1410 1192 1422</box>
fee-cell: 25 <box>1079 1580 1090 1590</box>
league-name: 1. Klasse A Mitte <box>124 871 220 883</box>
chess-match-2: ASKÖ Hornstein — Rohrbach 5 : 1 <box>679 1182 853 1193</box>
sportplatz-match: ASKÖ Zurndorf — ASKÖ Siegendorf 1 : 5 <box>959 92 1165 103</box>
fee-header <box>932 1513 1025 1525</box>
chess-results-2: Ergebnisse: Wersching — Werschlan I 1:0, Kopinits — Stehle I 0:1, Szakmary — Werschlan II 0:1, Bögl O. — Landl I 1:0, Probst M. — Bauer I 1:0, Graubmann — Mayer I 1:0. <box>622 1195 909 1227</box>
